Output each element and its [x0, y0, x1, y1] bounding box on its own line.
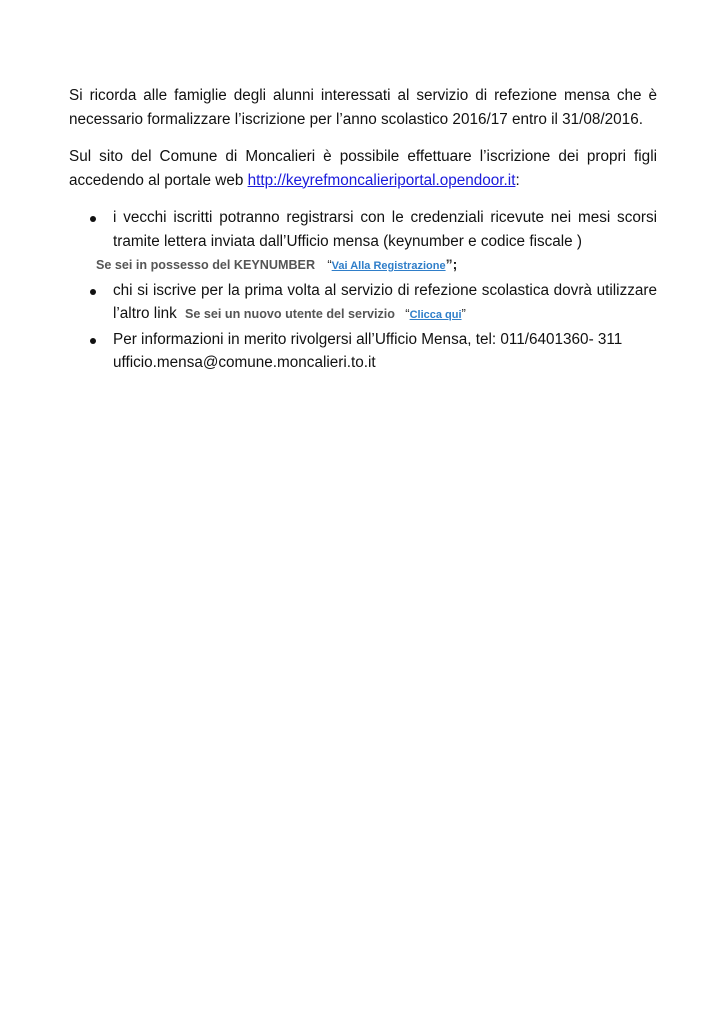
portal-link[interactable]: http://keyrefmoncalieriportal.opendoor.it	[247, 171, 516, 189]
bullet-icon	[90, 216, 96, 222]
paragraph-enrollment-reminder: Si ricorda alle famiglie degli alunni interessati al servizio di refezione mensa che è necessario formalizzare l’iscrizione per l’anno scolastico 2016/17 entro il 31/08/2016.	[69, 87, 657, 128]
click-here-link[interactable]: Clicca qui	[409, 309, 462, 321]
instructions-list	[69, 206, 657, 375]
semicolon-text: ;	[452, 256, 458, 272]
paragraph-website-text: Sul sito del Comune di Moncalieri è possibile effettuare l’iscrizione dei propri figli accedendo al portale web	[69, 148, 657, 189]
colon-text: :	[515, 171, 520, 189]
registration-link[interactable]: Vai Alla Registrazione	[331, 260, 446, 272]
list-item-new-users	[69, 279, 657, 328]
list-item-existing-users	[69, 206, 657, 279]
open-quote: “	[327, 257, 332, 272]
contact-text: Per informazioni in merito rivolgersi all’Ufficio Mensa, tel: 011/6401360- 311	[113, 330, 623, 348]
close-quote: ”	[445, 256, 453, 272]
keynumber-note: Se sei in possesso del KEYNUMBER	[96, 258, 316, 272]
paragraph-website-info	[69, 145, 657, 192]
list-item-contact-info	[69, 328, 657, 375]
close-quote: ”	[461, 306, 466, 321]
bullet-icon	[90, 338, 96, 344]
new-users-text: chi si iscrive per la prima volta al servizio di refezione scolastica dovrà utilizzare l’altro link	[113, 281, 657, 322]
new-user-note: Se sei un nuovo utente del servizio	[185, 307, 395, 321]
bullet-icon	[90, 289, 96, 295]
existing-users-text: i vecchi iscritti potranno registrarsi con le credenziali ricevute nei mesi scorsi tramite lettera inviata dall’Ufficio mensa (keynumber e codice fiscale )	[113, 209, 657, 250]
contact-email[interactable]: ufficio.mensa@comune.moncalieri.to.it	[113, 354, 376, 371]
open-quote: “	[405, 306, 410, 321]
document-body	[69, 84, 657, 375]
